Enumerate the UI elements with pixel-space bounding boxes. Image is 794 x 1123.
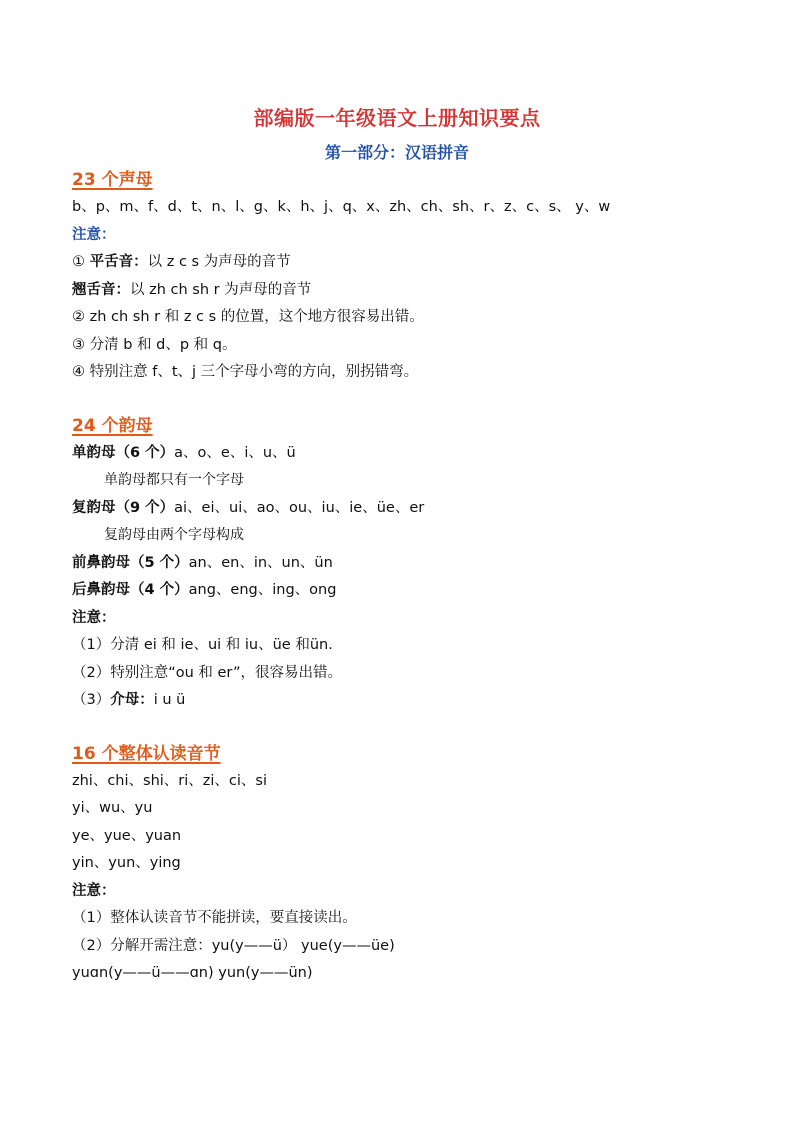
note-label: 注意： bbox=[72, 609, 116, 626]
section-finals bbox=[72, 413, 732, 715]
finals-row bbox=[72, 440, 732, 468]
row-label: 前鼻韵母（5 个） bbox=[72, 554, 189, 571]
item-number: （3） bbox=[72, 692, 111, 708]
row-explanation: 单韵母都只有一个字母 bbox=[104, 472, 244, 488]
term-label: 介母： bbox=[110, 692, 154, 708]
syllable-row: zhi、chi、shi、ri、zi、ci、si bbox=[72, 772, 268, 789]
syllable-row: yi、wu、yu bbox=[72, 800, 153, 816]
syllable-row: yin、yun、ying bbox=[72, 855, 181, 871]
term-text: i u ü bbox=[153, 692, 186, 708]
row-label: 后鼻韵母（4 个） bbox=[72, 582, 189, 598]
term-text: 以 z c s 为声母的音节 bbox=[147, 254, 291, 270]
note-item: ② zh ch sh r 和 z c s 的位置，这个地方很容易出错。 bbox=[72, 309, 424, 325]
note-item: ④ 特别注意 f、t、j 三个字母小弯的方向，别拐错弯。 bbox=[72, 364, 419, 380]
row-label: 单韵母（6 个） bbox=[72, 444, 175, 461]
note-item: ③ 分清 b 和 d、p 和 q。 bbox=[72, 336, 237, 353]
row-values: a、o、e、i、u、ü bbox=[174, 444, 296, 461]
finals-row bbox=[72, 495, 732, 523]
note-label: 注意： bbox=[72, 882, 116, 899]
initials-list: b、p、m、f、d、t、n、l、g、k、h、j、q、x、zh、ch、sh、r、z、c、s、 y、w bbox=[72, 199, 611, 215]
row-label: 复韵母（9 个） bbox=[72, 499, 175, 516]
finals-row bbox=[72, 550, 732, 578]
section-whole-syllables bbox=[72, 741, 732, 988]
note-item: （2）分解开需注意：yu(y——ü） yue(y——üe) bbox=[72, 937, 395, 954]
note-item bbox=[72, 249, 732, 277]
syllable-row: ye、yue、yuan bbox=[72, 827, 182, 844]
page-subtitle: 第一部分：汉语拼音 bbox=[324, 143, 469, 162]
note-label: 注意： bbox=[72, 226, 116, 243]
section-heading-finals: 24 个韵母 bbox=[72, 415, 153, 436]
note-item bbox=[72, 277, 732, 305]
section-heading-whole-syllables: 16 个整体认读音节 bbox=[72, 743, 221, 764]
note-item: （1）分清 ei 和 ie、ui 和 iu、üe 和ün. bbox=[72, 637, 333, 653]
term-text: 以 zh ch sh r 为声母的音节 bbox=[130, 281, 312, 298]
page-title: 部编版一年级语文上册知识要点 bbox=[253, 106, 541, 130]
term-label: 平舌音： bbox=[89, 254, 148, 270]
content-body bbox=[72, 167, 732, 988]
note-item: （2）特别注意“ou 和 er”，很容易出错。 bbox=[72, 664, 343, 681]
note-item bbox=[72, 687, 732, 715]
term-label: 翘舌音： bbox=[72, 281, 130, 298]
row-values: ang、eng、ing、ong bbox=[188, 582, 337, 598]
note-item: （1）整体认读音节不能拼读，要直接读出。 bbox=[72, 910, 357, 926]
section-initials bbox=[72, 167, 732, 387]
item-number: ① bbox=[72, 254, 90, 270]
note-item: yuɑn(y——ü——ɑn) yun(y——ün) bbox=[72, 965, 313, 981]
row-explanation: 复韵母由两个字母构成 bbox=[104, 527, 244, 543]
finals-row bbox=[72, 577, 732, 605]
row-values: ai、ei、ui、ao、ou、iu、ie、üe、er bbox=[174, 499, 425, 516]
row-values: an、en、in、un、ün bbox=[188, 554, 333, 571]
section-heading-initials: 23 个声母 bbox=[72, 170, 153, 190]
